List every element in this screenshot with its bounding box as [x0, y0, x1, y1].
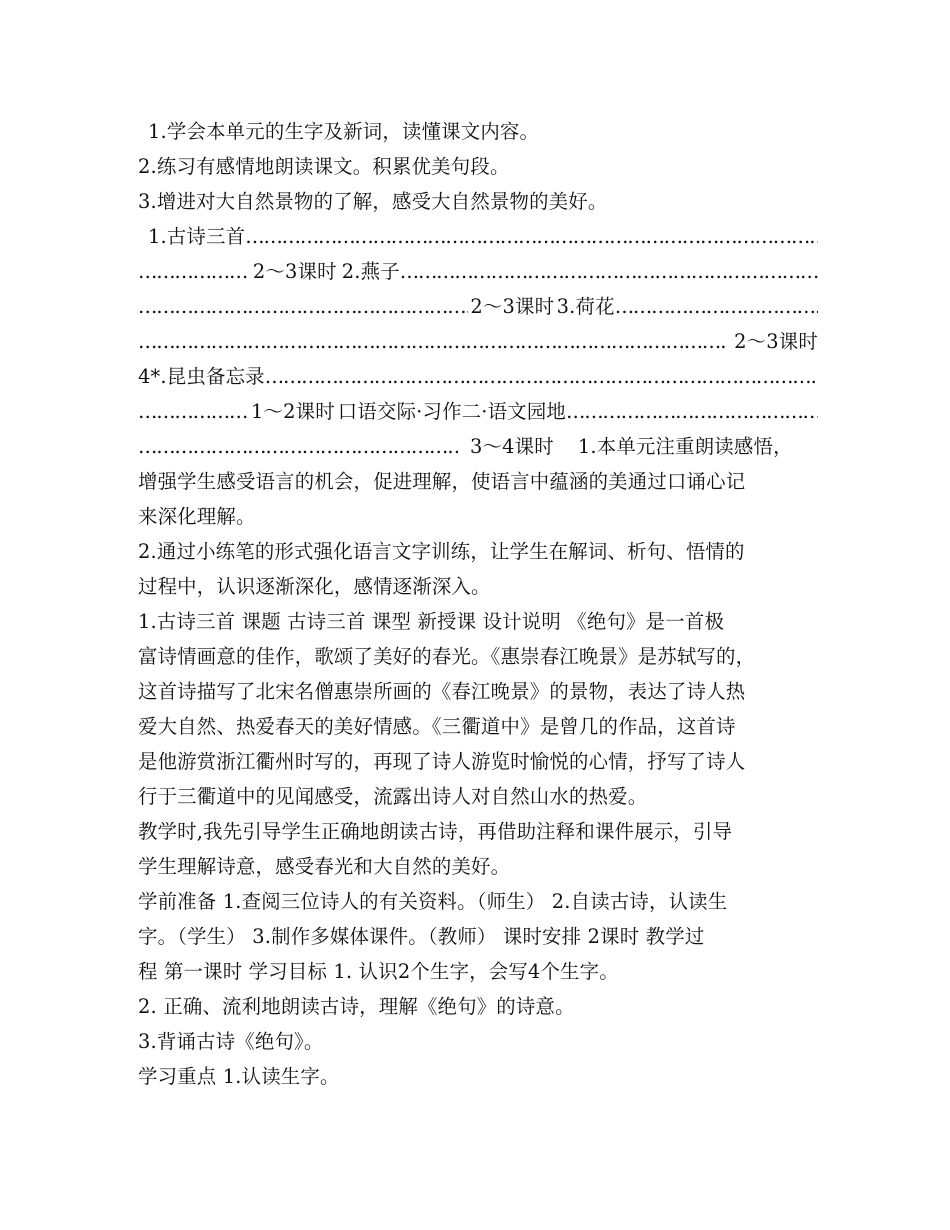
lesson-line: 2. 正确、流利地朗读古诗，理解《绝句》的诗意。: [138, 995, 575, 1018]
lesson-line: 富诗情画意的佳作，歌颂了美好的春光。《惠崇春江晚景》是苏轼写的，: [138, 645, 756, 668]
note-text: 1.本单元注重朗读感悟，: [577, 435, 793, 458]
lesson-line: 学生理解诗意，感受春光和大自然的美好。: [138, 855, 511, 878]
lesson-line: 字。（学生） 3.制作多媒体课件。（教师） 课时安排 2课时 教学过: [138, 925, 705, 948]
toc-row: [138, 324, 818, 359]
toc-item-title: 口语交际·习作二·语文园地: [337, 400, 567, 423]
toc-leader: [245, 219, 818, 254]
note-line: 2.通过小练笔的形式强化语言文字训练，让学生在解词、析句、悟情的: [138, 540, 745, 563]
toc-row: [138, 289, 818, 324]
toc-leader: [615, 289, 818, 324]
toc-item-title: 3.荷花: [556, 295, 615, 318]
goal-line: 1.学会本单元的生字及新词，读懂课文内容。: [148, 120, 540, 143]
lesson-line: 是他游赏浙江衢州时写的，再现了诗人游览时愉悦的心情，抒写了诗人: [138, 750, 746, 773]
lesson-line: 学习重点 1.认读生字。: [138, 1065, 340, 1088]
toc-item-time: 2～3课时: [734, 330, 818, 353]
goal-line: 2.练习有感情地朗读课文。积累优美句段。: [138, 155, 510, 178]
toc-leader: [138, 324, 727, 359]
toc-item-title: 4*.昆虫备忘录: [138, 365, 265, 388]
lesson-line: 爱大自然、热爱春天的美好情感。《三衢道中》是曾几的作品，这首诗: [138, 715, 736, 738]
toc-item-time: 2～3课时: [470, 295, 555, 318]
lesson-line: 行于三衢道中的见闻感受，流露出诗人对自然山水的热爱。: [138, 785, 648, 808]
toc-item-time: 3～4课时: [470, 435, 554, 458]
lesson-line: 程 第一课时 学习目标 1. 认识2个生字，会写4个生字。: [138, 960, 619, 983]
note-line: 过程中，认识逐渐深化，感情逐渐深入。: [138, 575, 491, 598]
goal-line: 3.增进对大自然景物的了解，感受大自然景物的美好。: [138, 190, 608, 213]
toc-row: [138, 359, 818, 394]
toc-leader: [400, 254, 818, 289]
toc-item-time: 2～3课时: [252, 260, 337, 283]
toc-row: [138, 219, 818, 254]
toc-item-title: 1.古诗三首: [148, 225, 246, 248]
lesson-line: 1.古诗三首 课题 古诗三首 课型 新授课 设计说明 《绝句》是一首极: [138, 610, 725, 633]
lesson-line: 3.背诵古诗《绝句》。: [138, 1030, 324, 1053]
note-line: 来深化理解。: [138, 505, 256, 528]
document-body: [138, 114, 818, 1094]
toc-row: [138, 254, 818, 289]
note-line: 增强学生感受语言的机会，促进理解，使语言中蕴涵的美通过口诵心记: [138, 470, 746, 493]
toc-row: [138, 394, 818, 429]
toc-leader: [566, 394, 818, 429]
lesson-line: 学前准备 1.查阅三位诗人的有关资料。（师生） 2.自读古诗，认读生: [138, 890, 728, 913]
toc-leader: [138, 394, 248, 429]
lesson-line: 教学时,我先引导学生正确地朗读古诗，再借助注释和课件展示，引导: [138, 820, 733, 843]
toc-row: [138, 429, 818, 464]
toc-item-time: 1～2课时: [250, 400, 335, 423]
toc-leader: [138, 254, 248, 289]
toc-leader: [138, 429, 458, 464]
toc-item-title: 2.燕子: [341, 260, 400, 283]
toc-leader: [265, 359, 818, 394]
lesson-line: 这首诗描写了北宋名僧惠崇所画的《春江晚景》的景物，表达了诗人热: [138, 680, 746, 703]
toc-leader: [138, 289, 468, 324]
